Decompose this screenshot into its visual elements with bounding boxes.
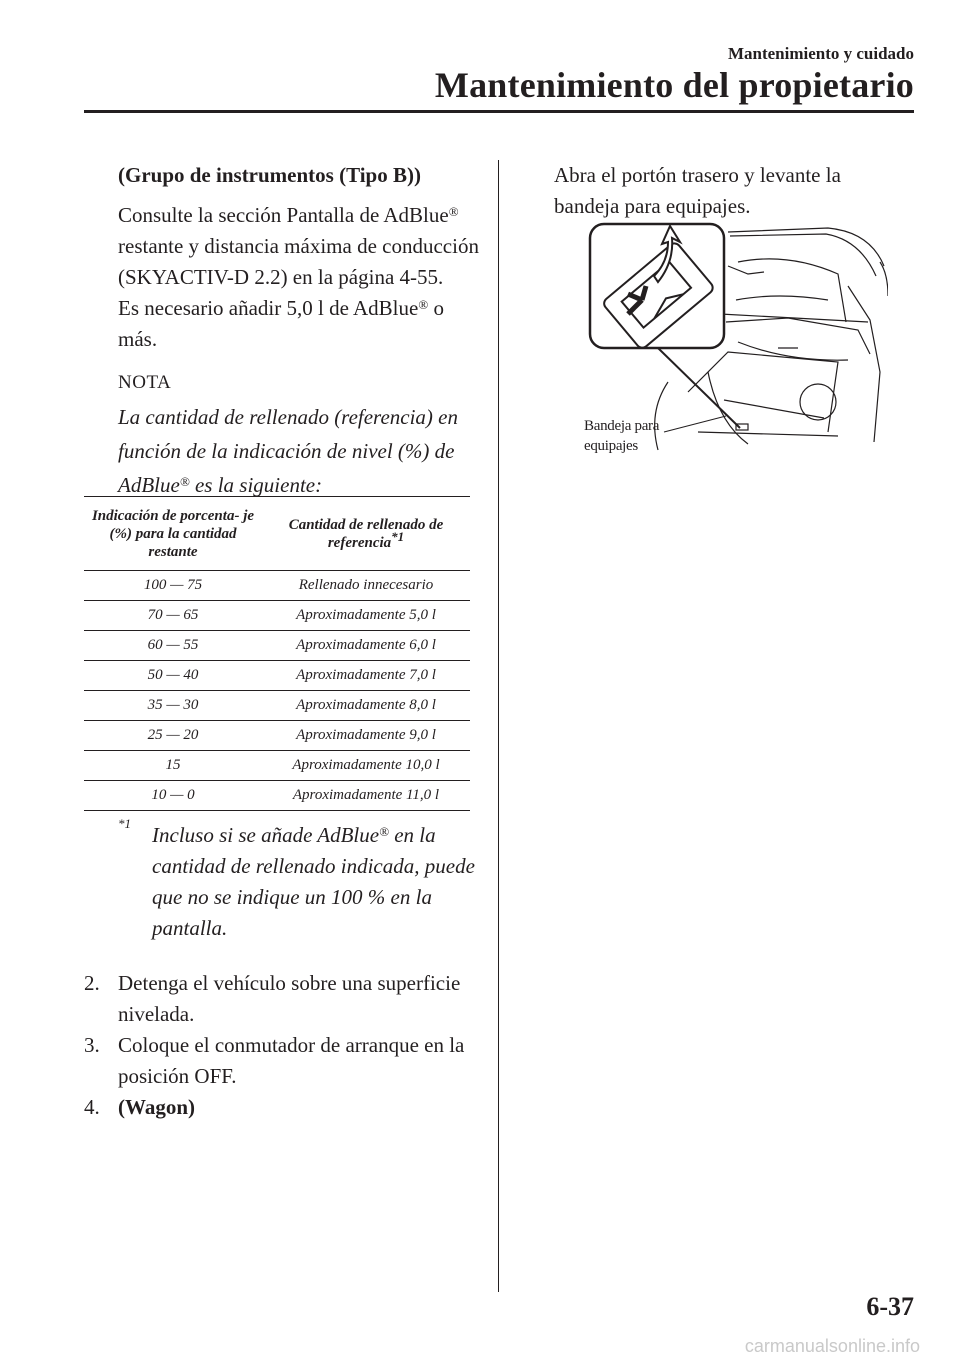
- steps-list: [84, 968, 484, 1123]
- table-row: [84, 601, 470, 631]
- step-number: 4.: [84, 1095, 100, 1119]
- footer-watermark: carmanualsonline.info: [744, 1336, 920, 1356]
- table-cell-percentage: 35 — 30: [84, 691, 262, 721]
- reference-paragraph: Consulte la sección Pantalla de AdBlue® restante y distancia máxima de conducción (SKYACTIV-D 2.2) en la página 4-55.: [118, 203, 479, 289]
- table-cell-percentage: 15: [84, 751, 262, 781]
- column-divider: [498, 160, 499, 1292]
- table-cell-quantity: Aproximadamente 11,0 l: [262, 781, 470, 811]
- chapter-title: Mantenimiento del propietario: [434, 65, 914, 105]
- table-cell-percentage: 25 — 20: [84, 721, 262, 751]
- section-title: Mantenimiento y cuidado: [727, 44, 914, 63]
- table-cell-quantity: Aproximadamente 8,0 l: [262, 691, 470, 721]
- table-cell-quantity: Aproximadamente 6,0 l: [262, 631, 470, 661]
- quantity-paragraph: Es necesario añadir 5,0 l de AdBlue® o más.: [118, 296, 444, 351]
- table-row: [84, 781, 470, 811]
- table-cell-percentage: 60 — 55: [84, 631, 262, 661]
- table-row: [84, 661, 470, 691]
- table-cell-percentage: 10 — 0: [84, 781, 262, 811]
- table-row: [84, 721, 470, 751]
- table-cell-quantity: Aproximadamente 9,0 l: [262, 721, 470, 751]
- table-header-row: [84, 497, 470, 571]
- step-text: (Wagon): [118, 1095, 196, 1119]
- page-number: 6-37: [866, 1292, 914, 1321]
- subheading: (Grupo de instrumentos (Tipo B)): [118, 163, 421, 187]
- table-row: [84, 691, 470, 721]
- table-cell-percentage: 100 — 75: [84, 571, 262, 601]
- step-text: Detenga el vehículo sobre una superficie nivelada.: [118, 971, 461, 1026]
- step-number: 3.: [84, 1033, 100, 1057]
- footnote-text: Incluso si se añade AdBlue® en la cantidad de rellenado indicada, puede que no se indique un 100 % en la pantalla.: [152, 823, 475, 940]
- table-header-percentage: Indicación de porcenta- je (%) para la cantidad restante: [84, 497, 262, 571]
- left-intro: [118, 160, 488, 502]
- table-header-quantity: Cantidad de rellenado de referencia$^{*1}$: [262, 497, 470, 571]
- list-item: [84, 1092, 484, 1123]
- figure-label: Bandeja para equipajes: [584, 418, 660, 454]
- table-row: [84, 751, 470, 781]
- header-divider: [84, 110, 914, 113]
- right-instruction: Abra el portón trasero y levante la bandeja para equipajes.: [554, 163, 841, 218]
- step-text: Coloque el conmutador de arranque en la posición OFF.: [118, 1033, 465, 1088]
- step-number: 2.: [84, 971, 100, 995]
- table-cell-percentage: 50 — 40: [84, 661, 262, 691]
- note-text: La cantidad de rellenado (referencia) en función de la indicación de nivel (%) de AdBlue® es la siguiente:: [118, 405, 458, 497]
- note-label: NOTA: [118, 372, 172, 393]
- list-item: [84, 1030, 484, 1092]
- table-cell-quantity: Aproximadamente 5,0 l: [262, 601, 470, 631]
- table-row: [84, 571, 470, 601]
- refill-table: [84, 496, 470, 811]
- table-cell-percentage: 70 — 65: [84, 601, 262, 631]
- table-cell-quantity: Aproximadamente 7,0 l: [262, 661, 470, 691]
- table-row: [84, 631, 470, 661]
- list-item: [84, 968, 484, 1030]
- table-cell-quantity: Rellenado innecesario: [262, 571, 470, 601]
- table-cell-quantity: Aproximadamente 10,0 l: [262, 751, 470, 781]
